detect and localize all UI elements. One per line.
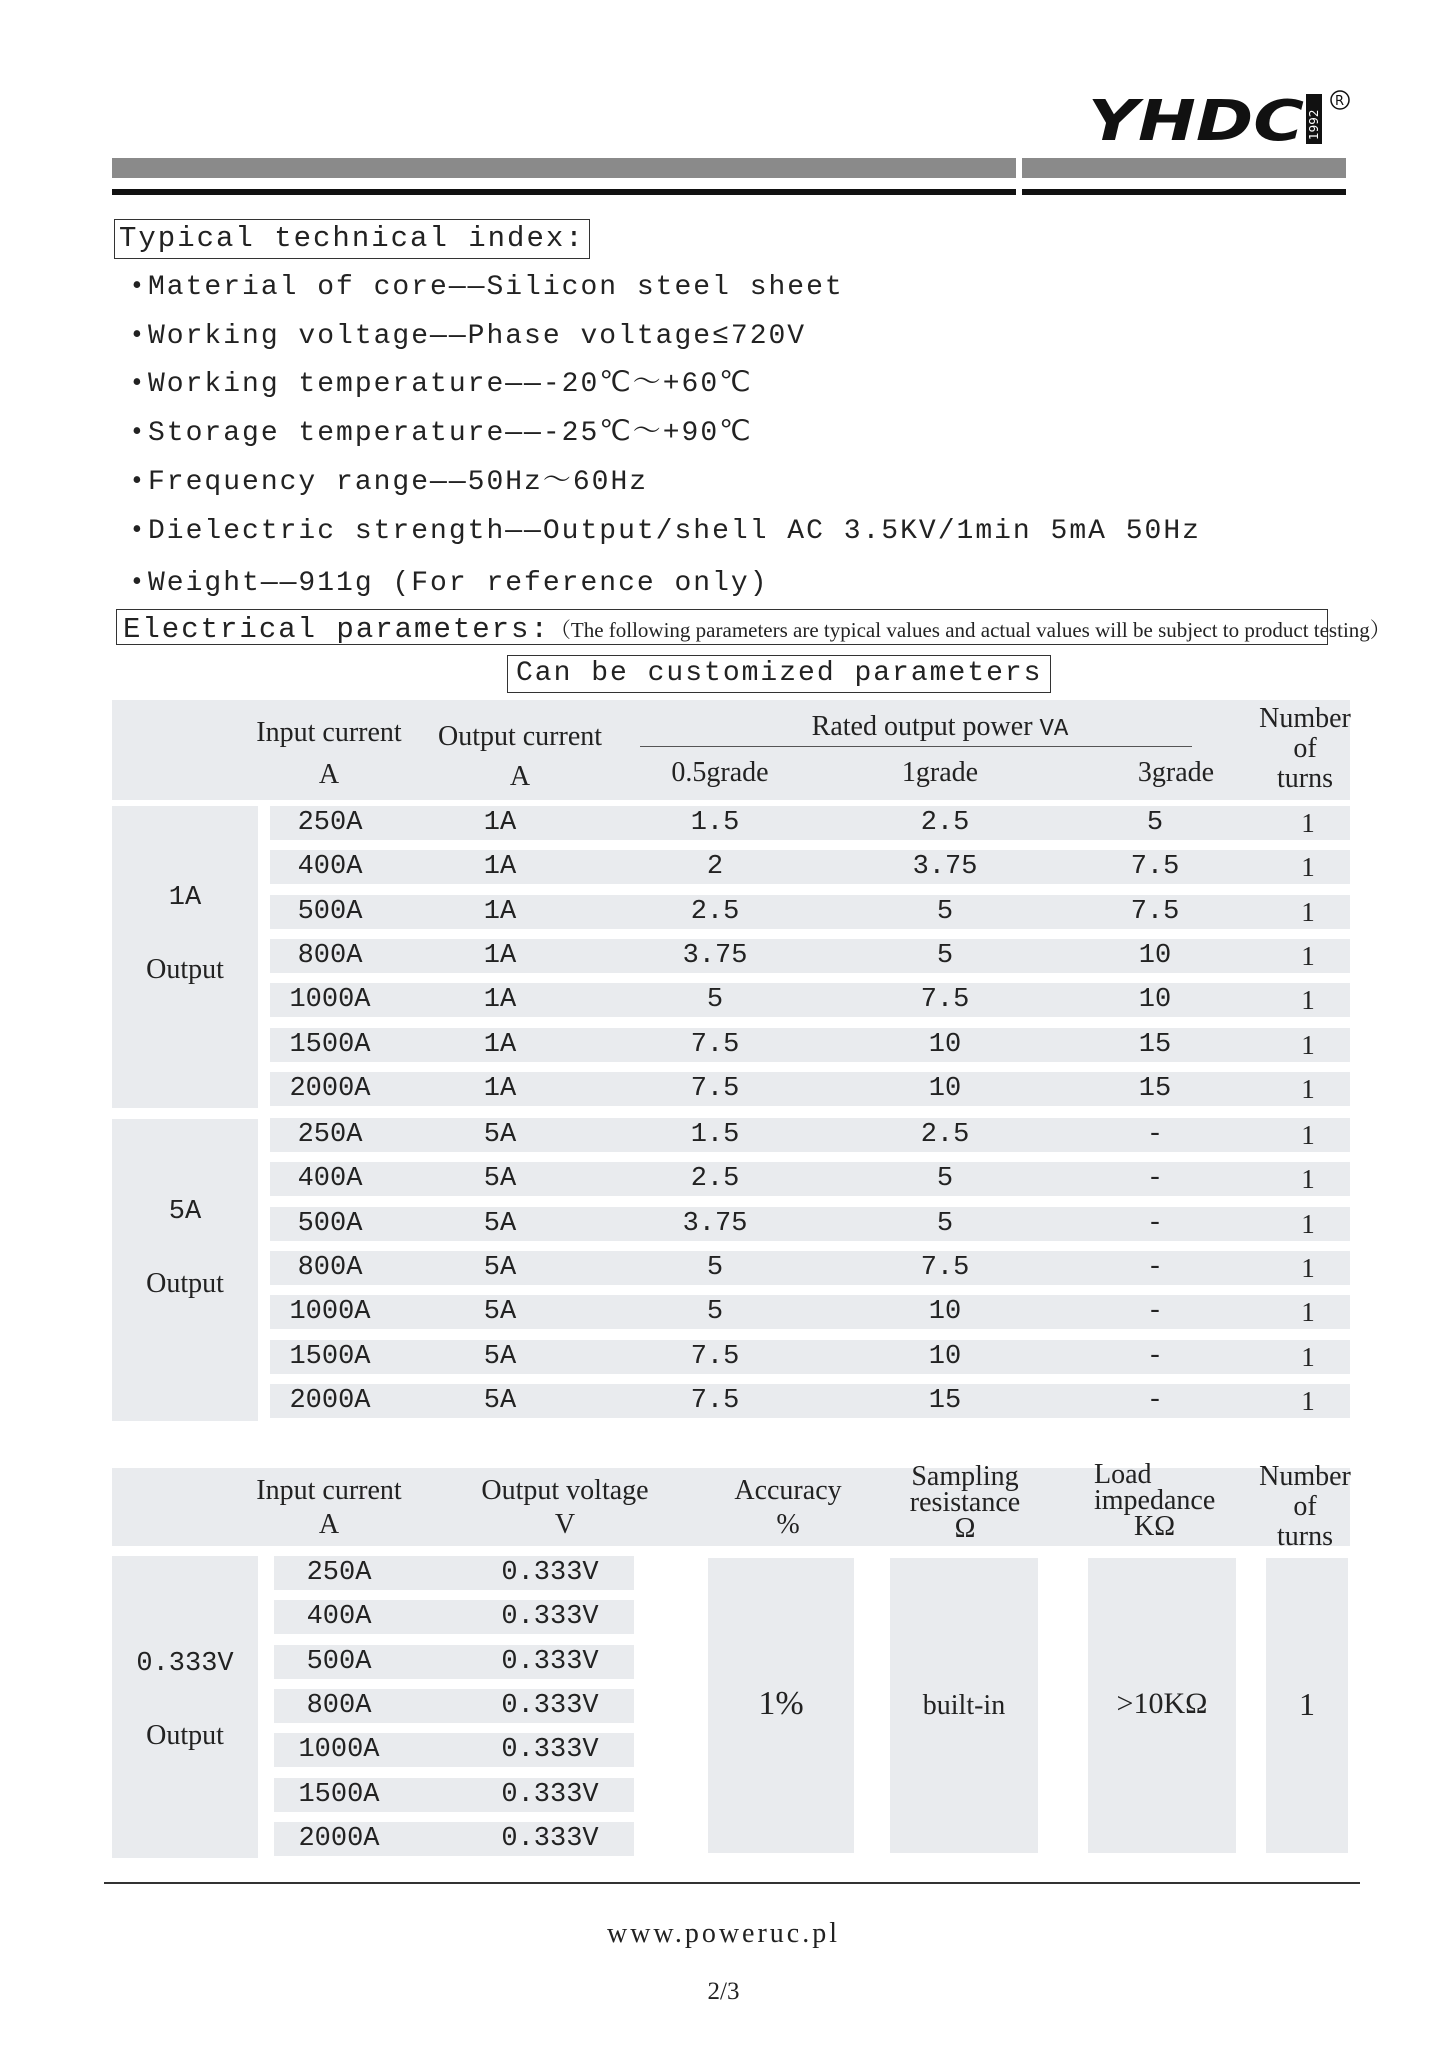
page-number: 2/3 [707,1978,740,2005]
table-cell: - [1146,1341,1164,1372]
header-line-right [1022,189,1346,195]
t2-hdr-sampling: Sampling resistance Ω [909,1461,1021,1544]
table-cell: 2.5 [920,808,970,838]
table-cell: 500A [297,896,363,927]
t1-hdr-turns: Number of turns [1259,703,1351,794]
t2-hdr-turns: Number of turns [1259,1461,1351,1552]
table-cell: 1 [1301,940,1315,971]
table-cell: 1 [1301,1073,1315,1104]
table-cell: 5A [483,1297,517,1328]
t2-load-value: >10KΩ [1116,1687,1208,1720]
table-cell: - [1146,1297,1164,1328]
t1-hdr-input: Input current [256,717,402,748]
table-cell: 250A [297,808,363,838]
table-cell: 0.333V [501,1735,599,1766]
t2-accuracy-value: 1% [758,1685,804,1722]
table-cell: 0.333V [501,1690,599,1721]
table-cell: 5A [483,1341,517,1372]
t2-label-bottom: Output [146,1720,224,1751]
table-cell: 0.333V [501,1602,599,1633]
table-cell: 1 [1301,1297,1315,1328]
table-cell: 5 [936,940,954,971]
t2-hdr-accuracy-unit: % [776,1509,800,1540]
t2-sampling-value: built-in [922,1690,1006,1721]
table-cell: 1 [1301,1341,1315,1372]
table-cell: 0.333V [501,1823,599,1854]
t1-hdr-grade3: 3grade [1137,757,1215,788]
table-cell: - [1146,1385,1164,1416]
table-cell: - [1146,1164,1164,1195]
table-cell: 800A [297,1252,363,1283]
table-cell: 2000A [289,1073,371,1104]
table-cell: 7.5 [690,1029,740,1060]
table-cell: 1.5 [690,808,740,838]
t1-hdr-output-unit: A [509,761,531,792]
table-cell: 1A [483,985,517,1016]
table-cell: 5 [936,1208,954,1239]
table-cell: 7.5 [1130,852,1180,883]
table-cell: 2.5 [690,1164,740,1195]
table-cell: 5A [483,1120,517,1150]
t2-hdr-output: Output voltage [481,1475,649,1506]
table-cell: 5 [706,1252,724,1283]
t2-hdr-output-unit: V [554,1509,576,1540]
table-cell: 1 [1301,1164,1315,1195]
yhdc-logo [1088,88,1354,150]
table-cell: 0.333V [501,1558,599,1588]
table-cell: 1A [483,1073,517,1104]
t1-hdr-input-unit: A [318,759,340,790]
table-cell: 7.5 [920,1252,970,1283]
t2-hdr-input-unit: A [318,1509,340,1540]
table-cell: 10 [928,1073,962,1104]
table-cell: 7.5 [690,1341,740,1372]
table-cell: 10 [1138,985,1172,1016]
table-cell: - [1146,1208,1164,1239]
table-cell: 400A [297,1164,363,1195]
table-cell: 5A [483,1252,517,1283]
spec-item-core: • Material of core——Silicon steel sheet [132,270,844,303]
table-cell: 1 [1301,1385,1315,1416]
table-cell: 1A [483,940,517,971]
table-cell: 15 [928,1385,962,1416]
header-line-left [112,189,1016,195]
table-cell: 10 [1138,940,1172,971]
table-cell: 1000A [289,985,371,1016]
table-cell: 1A [483,852,517,883]
table-cell: 5 [706,985,724,1016]
electrical-note: （The following parameters are typical values and actual values will be subject to product testing） [549,618,1391,642]
table-cell: 400A [297,852,363,883]
table-cell: 2 [706,852,724,883]
table-cell: 1.5 [690,1120,740,1150]
table-cell: 5A [483,1385,517,1416]
table-cell: 250A [306,1558,372,1588]
table-cell: 500A [306,1646,372,1677]
t1-group1-label-bottom: Output [146,954,224,985]
table-cell: 3.75 [682,1208,748,1239]
website-link[interactable]: www.poweruc.pl [606,1918,841,1949]
table-cell: 1 [1301,852,1315,883]
spec-item-storage-temp: • Storage temperature——-25℃～+90℃ [132,416,753,449]
table-cell: 1500A [289,1029,371,1060]
table-cell: 5 [1146,808,1164,838]
t1-hdr-output: Output current [437,721,603,752]
table-cell: 10 [928,1297,962,1328]
table-cell: 800A [306,1690,372,1721]
table-cell: 2000A [298,1823,380,1854]
t1-group1-label-top: 1A [168,883,202,913]
spec-title: Typical technical index: [114,219,590,259]
t1-hdr-grade05: 0.5grade [671,757,769,788]
t2-label-cell [112,1556,258,1858]
spec-item-voltage: • Working voltage——Phase voltage≤720V [132,319,807,352]
table-cell: 400A [306,1602,372,1633]
spec-item-weight: • Weight——911g (For reference only) [132,566,769,599]
table-cell: 1000A [289,1297,371,1328]
electrical-title: Electrical parameters:（The following parameters are typical values and actual values will be subject to product testing） [116,609,1328,645]
header-bar-right [1022,158,1346,178]
table-cell: - [1146,1120,1164,1150]
table-cell: 1A [483,896,517,927]
t2-hdr-load: Load impedance KΩ [1094,1459,1216,1542]
table-cell: 5A [483,1164,517,1195]
t1-hdr-grade1: 1grade [901,757,979,788]
table-cell: 1A [483,808,517,838]
t2-label-top: 0.333V [136,1649,234,1679]
table-cell: 250A [297,1120,363,1150]
table-cell: 5 [936,1164,954,1195]
footer-divider [104,1882,1360,1884]
table-cell: 1500A [289,1341,371,1372]
table-cell: 7.5 [1130,896,1180,927]
table-cell: 15 [1138,1029,1172,1060]
table-cell: 1A [483,1029,517,1060]
svg-text:1992: 1992 [1307,109,1321,140]
table-cell: 3.75 [912,852,978,883]
spec-item-working-temp: • Working temperature——-20℃～+60℃ [132,367,753,400]
table-cell: 1 [1301,1252,1315,1283]
table-cell: 0.333V [501,1779,599,1810]
table-cell: 2000A [289,1385,371,1416]
table-cell: 1 [1301,1029,1315,1060]
table-cell: 1 [1301,1208,1315,1239]
customized-label: Can be customized parameters [507,655,1051,693]
table-cell: 3.75 [682,940,748,971]
table-cell: 0.333V [501,1646,599,1677]
svg-text:R: R [1335,94,1345,109]
spec-item-dielectric: • Dielectric strength——Output/shell AC 3.5KV/1min 5mA 50Hz [132,514,1201,547]
table-cell: 2.5 [920,1120,970,1150]
table-cell: 5A [483,1208,517,1239]
spec-item-frequency: • Frequency range——50Hz～60Hz [132,465,649,498]
table-cell: 5 [706,1297,724,1328]
header-bar-left [112,158,1016,178]
t2-turns-value: 1 [1299,1686,1315,1722]
table-cell: 1500A [298,1779,380,1810]
table-cell: 7.5 [690,1073,740,1104]
table-cell: 1 [1301,985,1315,1016]
table-cell: 10 [928,1029,962,1060]
table-cell: - [1146,1252,1164,1283]
table-cell: 5 [936,896,954,927]
table-cell: 1000A [298,1735,380,1766]
table-cell: 1 [1301,896,1315,927]
table-cell: 800A [297,940,363,971]
table-cell: 15 [1138,1073,1172,1104]
t2-hdr-accuracy: Accuracy [734,1475,842,1506]
svg-text:YHDC: YHDC [1088,89,1304,150]
t1-group2-label-top: 5A [168,1197,202,1227]
t1-hdr-rated: Rated output power VA [811,711,1069,743]
t1-rated-divider [640,746,1192,747]
table-cell: 1 [1301,808,1315,838]
t1-group2-label-bottom: Output [146,1268,224,1299]
table-cell: 7.5 [690,1385,740,1416]
table-cell: 10 [928,1341,962,1372]
t2-hdr-input: Input current [256,1475,402,1506]
table-cell: 7.5 [920,985,970,1016]
table-cell: 2.5 [690,896,740,927]
table-cell: 1 [1301,1120,1315,1150]
table-cell: 500A [297,1208,363,1239]
